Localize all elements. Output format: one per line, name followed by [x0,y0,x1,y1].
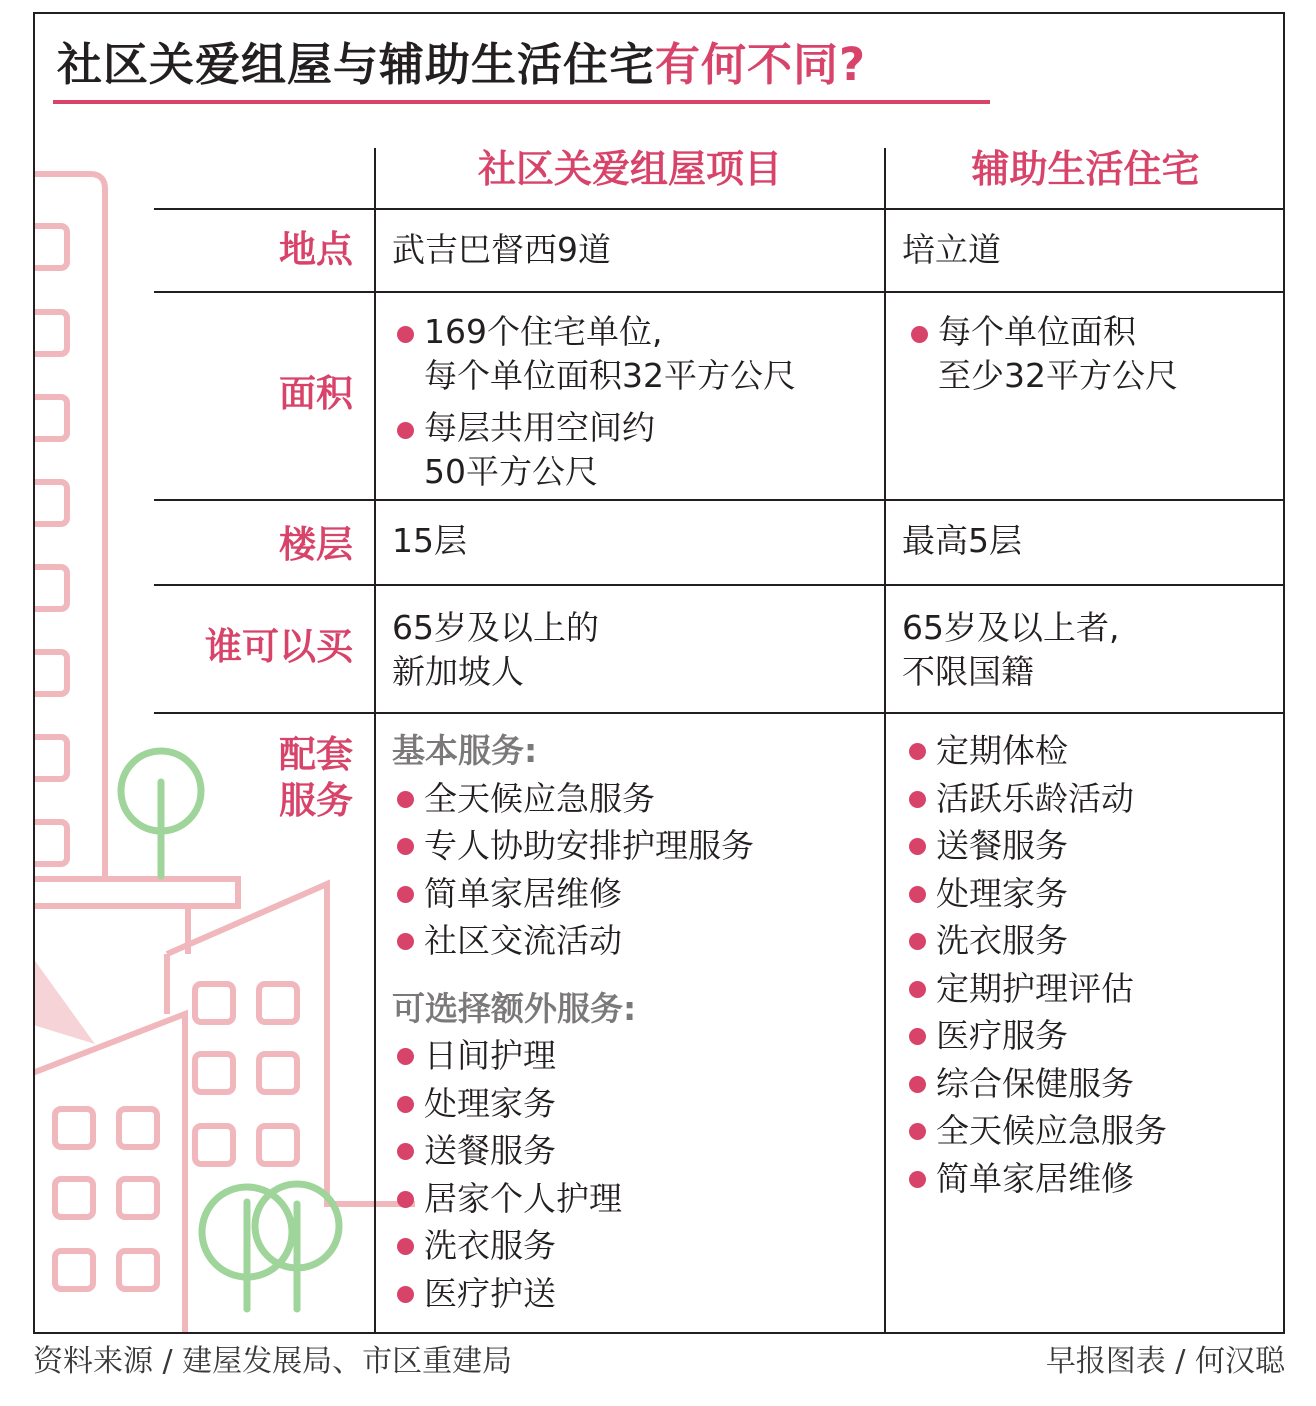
table-divider-middle [884,148,886,1334]
list-item: 活跃乐龄活动 [904,775,1167,823]
area-b-1-line2: 至少32平方公尺 [938,356,1178,395]
list-item: 全天候应急服务 [392,775,754,823]
list-item: 送餐服务 [904,822,1167,870]
list-item: 洗衣服务 [392,1222,754,1270]
row-label-area: 面积 [279,372,353,415]
list-item: 专人协助安排护理服务 [392,822,754,870]
area-b-1-line1: 每个单位面积 [938,312,1136,351]
title-underline [53,100,990,104]
column-header-community-care: 社区关爱组屋项目 [477,147,782,191]
assisted-living-services-list [904,727,1167,1202]
list-item: 处理家务 [392,1080,754,1128]
list-item: 社区交流活动 [392,917,754,965]
floors-community-care: 15层 [392,521,467,560]
list-item: 医疗护送 [392,1270,754,1318]
list-item: 处理家务 [904,870,1167,918]
row-divider [154,499,1285,501]
building-illustration [35,14,415,1334]
services-label-line2: 服务 [279,779,353,822]
list-item [392,406,796,494]
row-divider [154,208,1285,210]
area-community-care [392,310,796,494]
list-item [392,310,796,398]
list-item: 全天候应急服务 [904,1107,1167,1155]
list-item: 洗衣服务 [904,917,1167,965]
list-item: 定期护理评估 [904,965,1167,1013]
eligibility-b-line2: 不限国籍 [902,652,1034,691]
row-label-location: 地点 [279,228,353,271]
optional-services-heading: 可选择额外服务: [392,988,637,1028]
list-item: 简单家居维修 [904,1155,1167,1203]
services-community-care [392,727,754,1317]
infographic-frame [33,12,1285,1334]
eligibility-a-line1: 65岁及以上的 [392,608,599,647]
list-item: 定期体检 [904,727,1167,775]
tree-icon [121,751,339,1309]
row-divider [154,712,1285,714]
area-a-2-line2: 50平方公尺 [424,452,598,491]
list-item [906,310,1178,398]
basic-services-heading: 基本服务: [392,731,538,770]
graphic-credit: 早报图表 / 何汉聪 [1045,1344,1285,1379]
area-a-1-line2: 每个单位面积32平方公尺 [424,356,796,395]
location-assisted-living: 培立道 [902,230,1001,269]
row-label-floors: 楼层 [279,523,353,566]
area-assisted-living [906,310,1178,398]
title-part1: 社区关爱组屋与辅助生活住宅 [57,38,656,91]
list-item: 居家个人护理 [392,1175,754,1223]
list-item: 日间护理 [392,1032,754,1080]
list-item: 综合保健服务 [904,1060,1167,1108]
title-part2: 有何不同? [655,38,867,91]
list-item: 简单家居维修 [392,870,754,918]
eligibility-a-line2: 新加坡人 [392,652,524,691]
row-label-eligibility: 谁可以买 [205,625,353,668]
page-title [57,30,866,100]
location-community-care: 武吉巴督西9道 [392,230,611,269]
building-icon [35,174,415,1334]
basic-services-list [392,775,754,965]
area-a-1-line1: 169个住宅单位, [424,312,663,351]
services-assisted-living [904,727,1167,1202]
area-a-2-line1: 每层共用空间约 [424,408,655,447]
column-header-assisted-living: 辅助生活住宅 [971,147,1200,191]
services-label-line1: 配套 [279,733,353,776]
eligibility-community-care [392,606,599,694]
optional-services-list [392,1032,754,1317]
eligibility-assisted-living [902,606,1119,694]
list-item: 医疗服务 [904,1012,1167,1060]
row-divider [154,584,1285,586]
row-divider [154,291,1285,293]
row-label-services [279,732,353,824]
source-credit: 资料来源 / 建屋发展局、市区重建局 [33,1344,513,1379]
table-divider-left [374,148,376,1334]
eligibility-b-line1: 65岁及以上者, [902,608,1120,647]
list-item: 送餐服务 [392,1127,754,1175]
floors-assisted-living: 最高5层 [902,521,1022,560]
